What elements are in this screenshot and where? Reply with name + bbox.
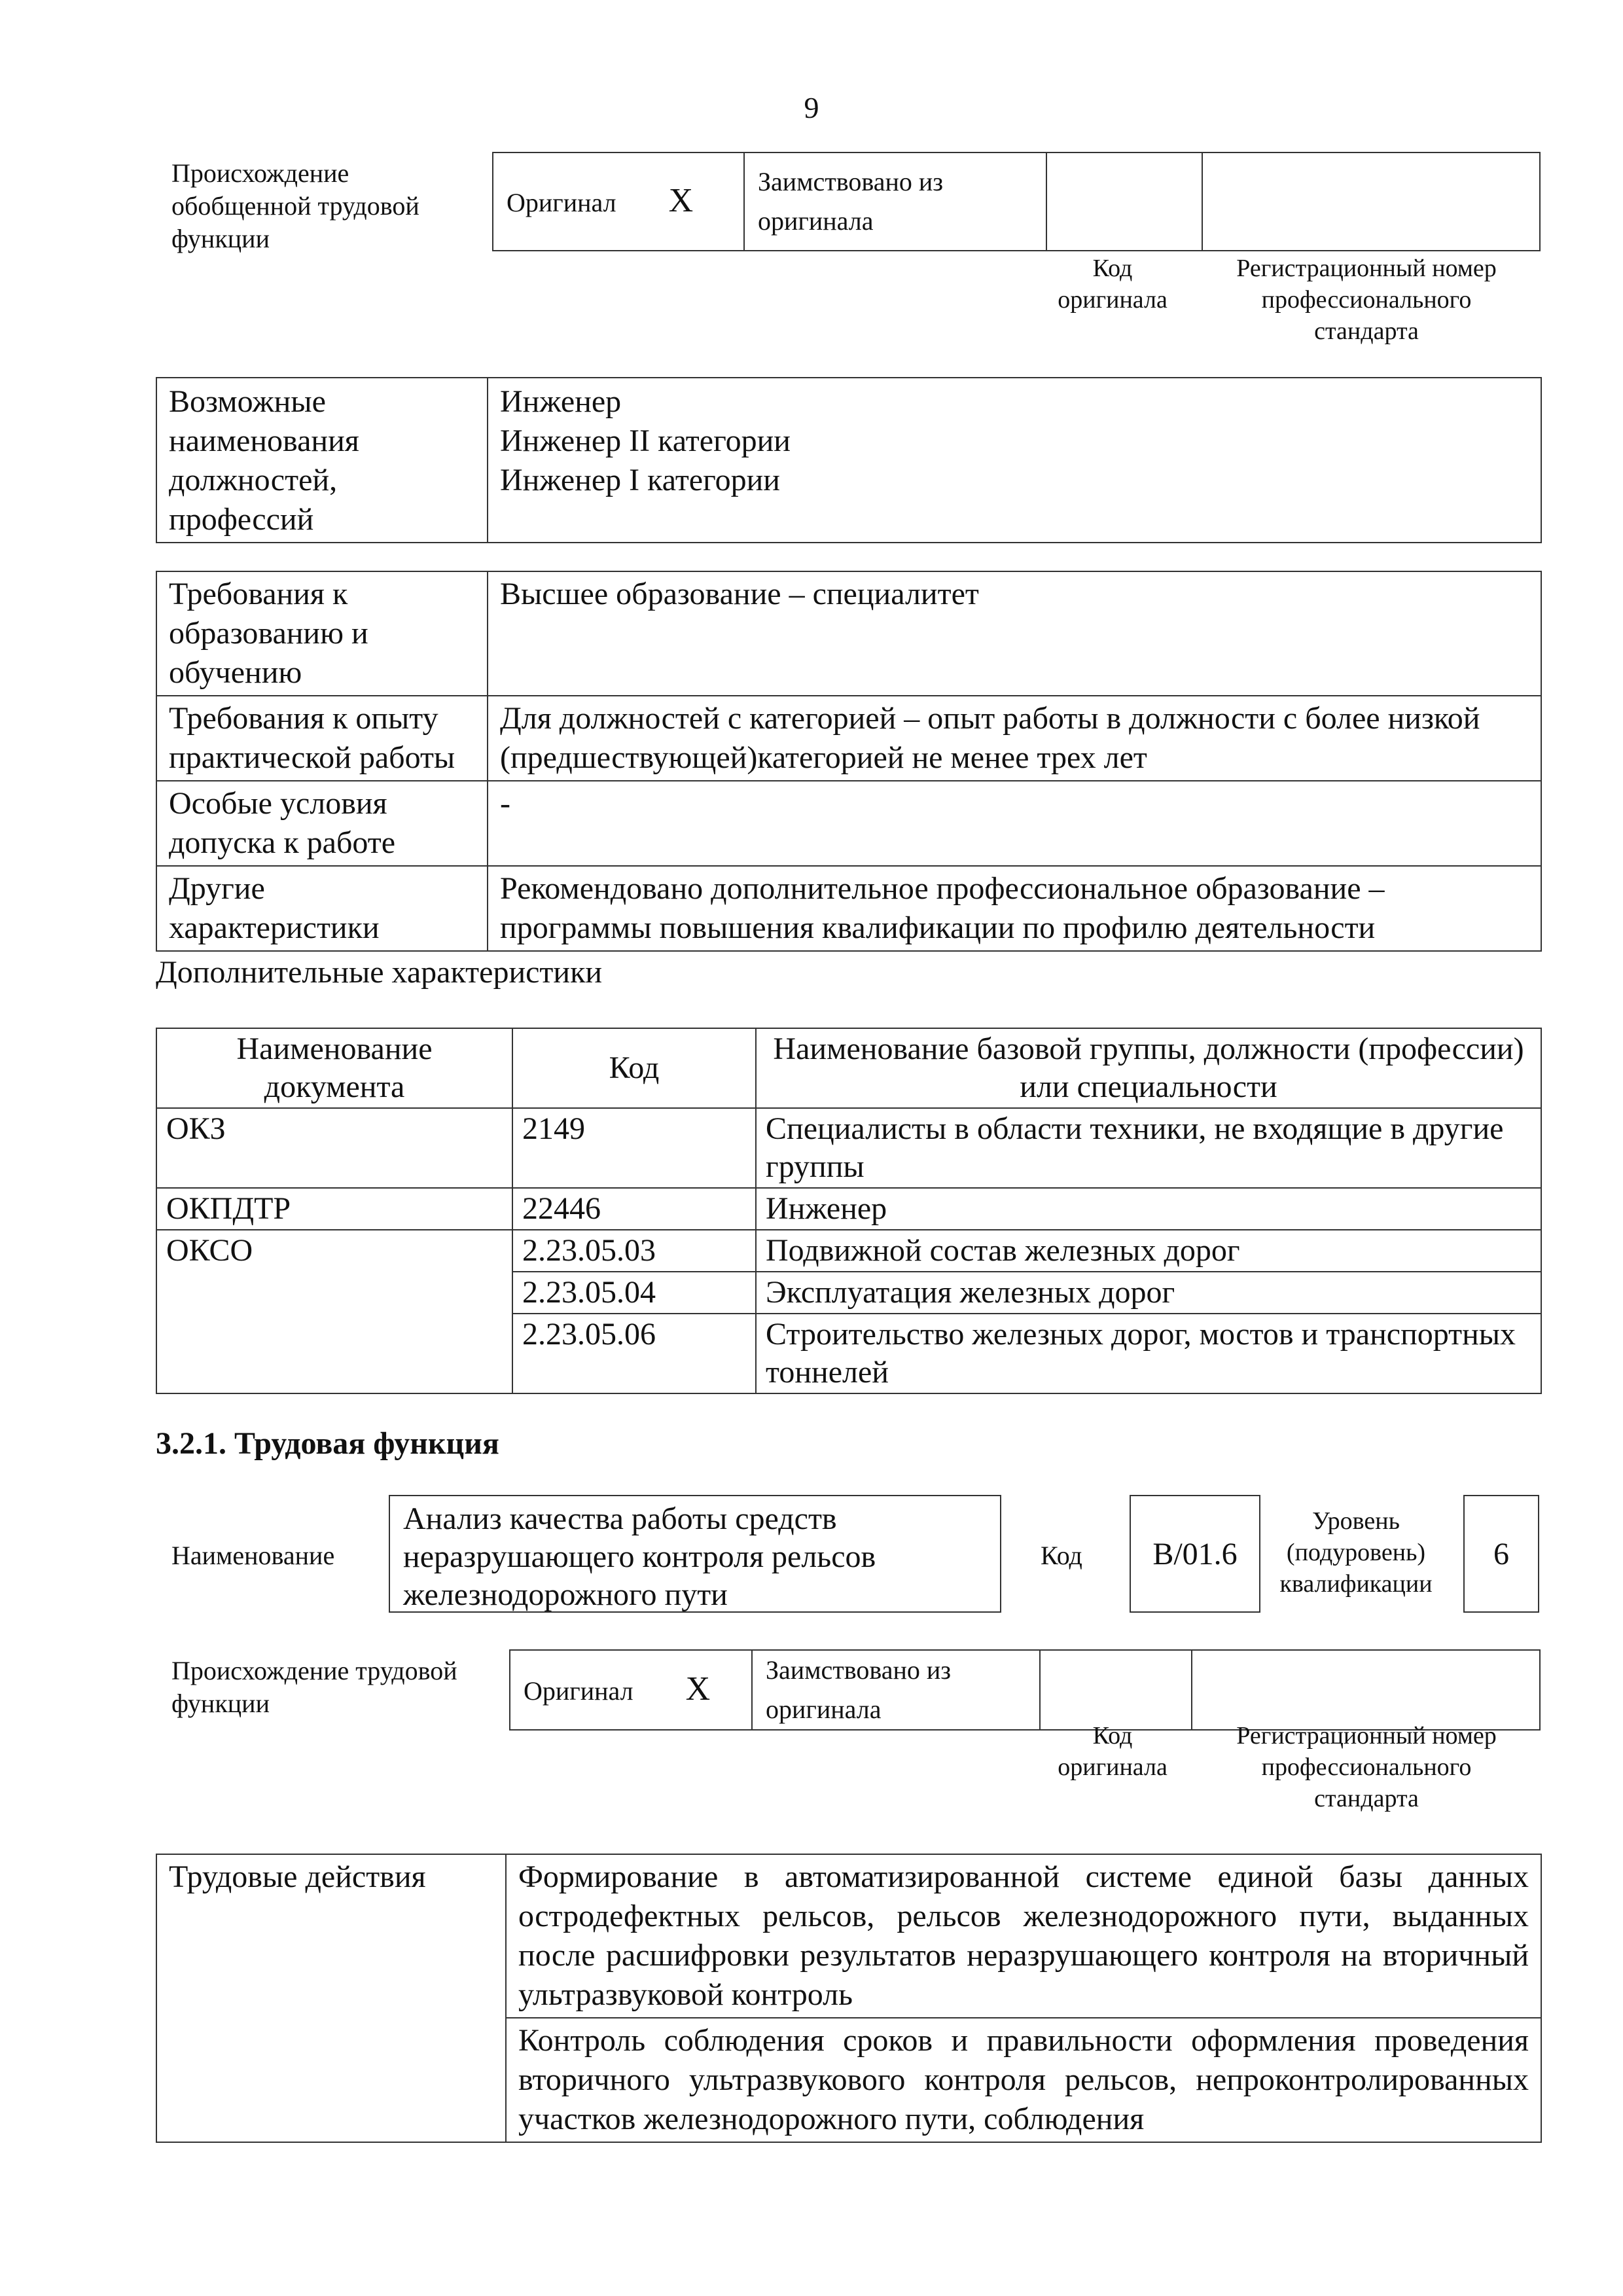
req-value-education: Высшее образование – специалитет (488, 571, 1541, 696)
req-value-special: - (488, 781, 1541, 866)
action-item: Формирование в автоматизированной системе единой базы данных остродефектных рельсов, рельсов железнодорожного пути, выданных после расшифровки результатов неразрушающего контроля на вторичный ультразвуковой контроль (506, 1854, 1541, 2018)
origin-tf-label: Происхождение трудовой функции (171, 1656, 457, 1718)
table-row (156, 1272, 1541, 1314)
req-label-other: Другие характеристики (156, 866, 488, 951)
origin-gen-reg-cell (1202, 152, 1540, 251)
additional-header-code: Код (512, 1028, 756, 1108)
origin-gen-original: Оригинал (507, 187, 616, 217)
origin-gen-code-cell (1046, 152, 1202, 251)
req-label-special: Особые условия допуска к работе (156, 781, 488, 866)
additional-doc: ОКЗ (156, 1108, 512, 1188)
tf-level-label: Уровень (подуровень) квалификации (1279, 1507, 1433, 1598)
additional-code: 2.23.05.04 (512, 1272, 756, 1314)
additional-code: 2.23.05.06 (512, 1314, 756, 1393)
additional-code: 22446 (512, 1188, 756, 1230)
origin-gen-code-caption: Код оригинала (1058, 255, 1168, 314)
actions-label: Трудовые действия (156, 1854, 506, 2142)
additional-title: Дополнительные характеристики (156, 955, 603, 990)
positions-label: Возможные наименования должностей, профессий (156, 378, 488, 543)
tf-code-label: Код (1041, 1541, 1082, 1570)
actions-table (156, 1854, 1542, 2143)
additional-code: 2.23.05.03 (512, 1230, 756, 1272)
additional-name: Подвижной состав железных дорог (756, 1230, 1541, 1272)
additional-doc: ОКПДТР (156, 1188, 512, 1230)
origin-gen-table (492, 152, 1541, 251)
req-value-experience: Для должностей с категорией – опыт работы в должности с более низкой (предшествующей)категорией не менее трех лет (488, 696, 1541, 781)
origin-tf-code-cell (1040, 1650, 1192, 1730)
additional-name: Эксплуатация железных дорог (756, 1272, 1541, 1314)
origin-tf-reg-caption: Регистрационный номер профессионального стандарта (1236, 1722, 1497, 1812)
req-label-experience: Требования к опыту практической работы (156, 696, 488, 781)
table-row (156, 1108, 1541, 1188)
table-row (156, 1188, 1541, 1230)
origin-tf-reg-cell (1192, 1650, 1540, 1730)
additional-code: 2149 (512, 1108, 756, 1188)
additional-header-name: Наименование базовой группы, должности (профессии) или специальности (756, 1028, 1541, 1108)
additional-doc (156, 1272, 512, 1314)
additional-name: Специалисты в области техники, не входящие в другие группы (756, 1108, 1541, 1188)
additional-name: Строительство железных дорог, мостов и транспортных тоннелей (756, 1314, 1541, 1393)
req-label-education: Требования к образованию и обучению (156, 571, 488, 696)
position-item: Инженер I категории (500, 463, 780, 497)
origin-tf-code-caption: Код оригинала (1058, 1722, 1168, 1781)
origin-gen-borrowed: Заимствовано из оригинала (744, 152, 1046, 251)
origin-gen-reg-caption: Регистрационный номер профессионального стандарта (1236, 255, 1497, 345)
additional-doc (156, 1314, 512, 1393)
additional-table (156, 1028, 1542, 1394)
req-value-other: Рекомендовано дополнительное профессиональное образование – программы повышения квалификации по профилю деятельности (488, 866, 1541, 951)
origin-gen-x-mark: X (668, 181, 694, 219)
origin-gen-label: Происхождение обобщенной трудовой функции (171, 158, 419, 253)
tf-code-value: B/01.6 (1130, 1495, 1260, 1613)
tf-level-value: 6 (1463, 1495, 1539, 1613)
origin-tf-table (509, 1649, 1541, 1731)
requirements-table (156, 571, 1542, 952)
origin-tf-borrowed: Заимствовано из оригинала (752, 1650, 1040, 1730)
additional-name: Инженер (756, 1188, 1541, 1230)
table-row (156, 1314, 1541, 1393)
origin-tf-x-mark: X (685, 1670, 711, 1708)
additional-header-doc: Наименование документа (156, 1028, 512, 1108)
positions-values (488, 378, 1541, 543)
table-row (156, 1230, 1541, 1272)
additional-doc: ОКСО (156, 1230, 512, 1272)
tf-name-value: Анализ качества работы средств неразрушающего контроля рельсов железнодорожного пути (389, 1495, 1001, 1613)
action-item: Контроль соблюдения сроков и правильности оформления проведения вторичного ультразвукового контроля рельсов, непроконтролированных участков железнодорожного пути, соблюдения (506, 2018, 1541, 2142)
origin-tf-original-cell (510, 1650, 752, 1730)
position-item: Инженер II категории (500, 423, 791, 458)
position-item: Инженер (500, 384, 622, 419)
origin-tf-original: Оригинал (524, 1676, 633, 1706)
section-title: 3.2.1. Трудовая функция (156, 1426, 499, 1461)
origin-gen-original-cell (493, 152, 744, 251)
page-number: 9 (804, 91, 819, 124)
tf-name-label: Наименование (171, 1541, 335, 1570)
positions-table (156, 377, 1542, 543)
